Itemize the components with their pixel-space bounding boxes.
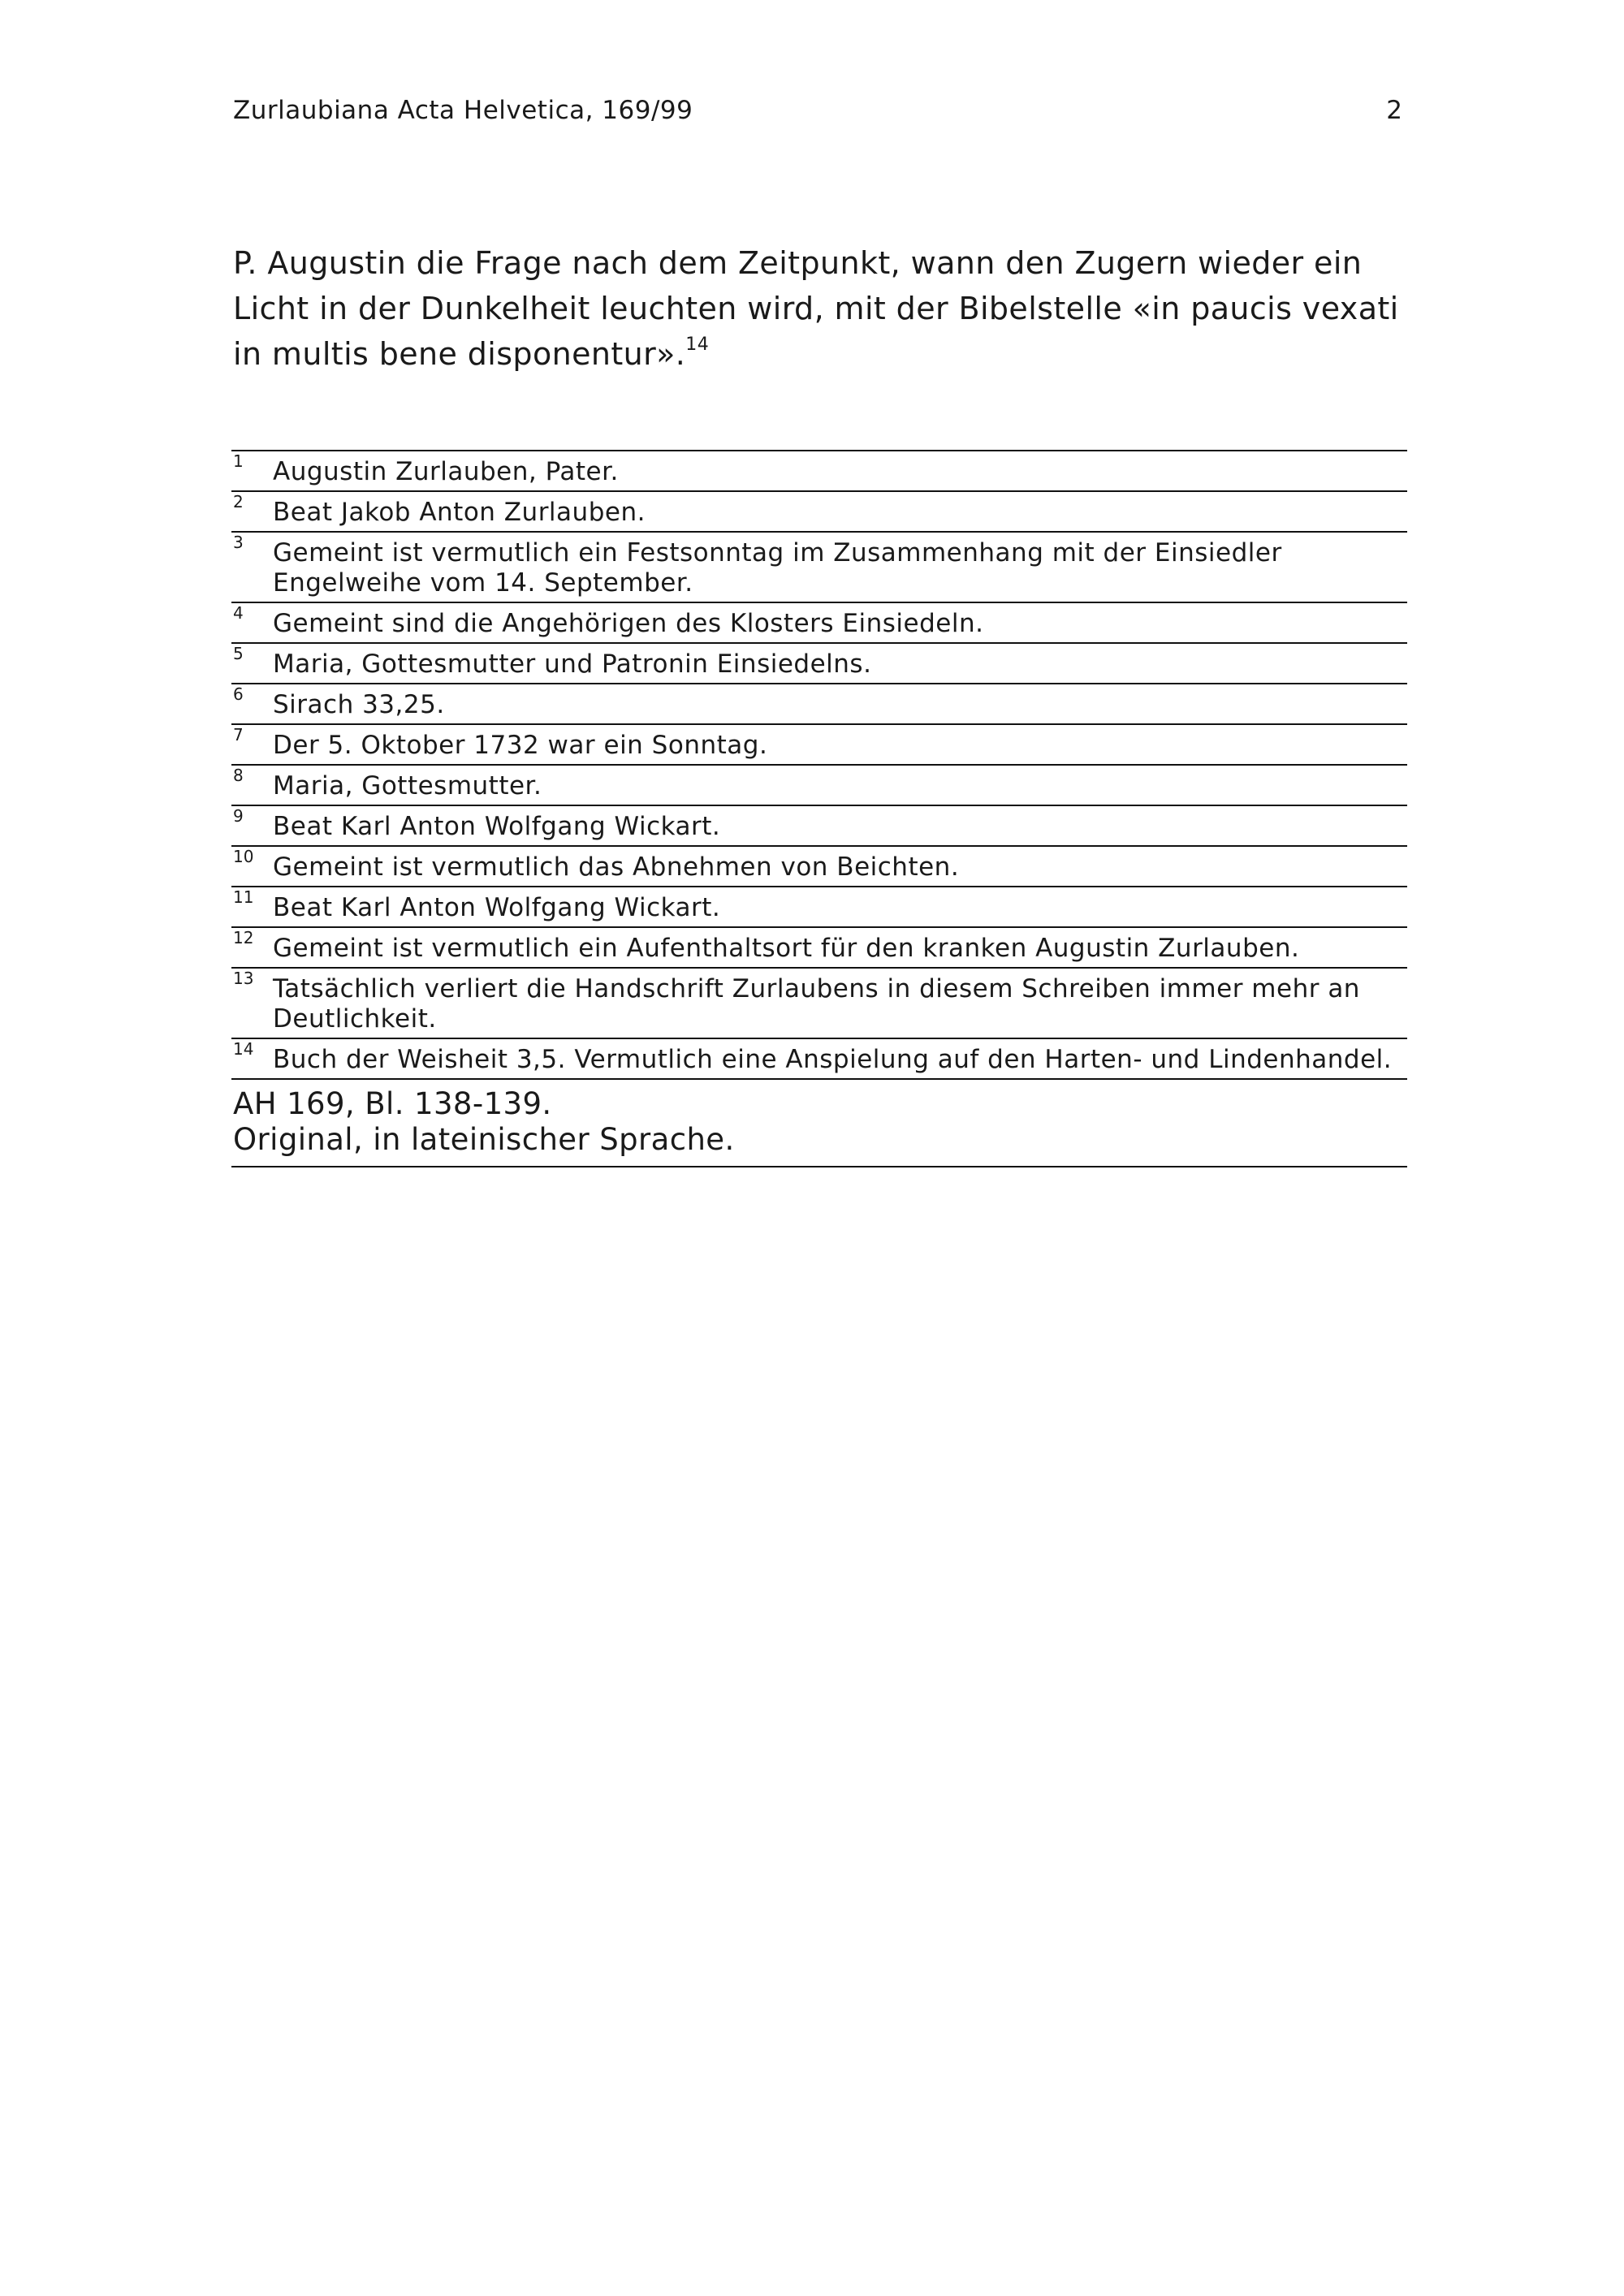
- body-paragraph: [233, 240, 1419, 377]
- footnote-row: [231, 644, 1407, 684]
- footnote-row: [231, 533, 1407, 603]
- footnote-text: Beat Karl Anton Wolfgang Wickart.: [273, 893, 721, 922]
- footnote-number: 4: [233, 603, 244, 623]
- footnote-text: Gemeint sind die Angehörigen des Klosters Einsiedeln.: [273, 609, 984, 638]
- footnote-number: 1: [233, 451, 244, 471]
- footnotes-table: [231, 450, 1407, 1167]
- footnote-row: [231, 969, 1407, 1039]
- footnote-number: 14: [233, 1039, 254, 1059]
- footnote-number: 13: [233, 969, 254, 988]
- footnote-number: 9: [233, 806, 244, 826]
- footnote-text: Gemeint ist vermutlich ein Festsonntag im Zusammenhang mit der Einsiedler Engelweihe vom 14. September.: [273, 538, 1282, 598]
- footnote-number: 6: [233, 684, 244, 704]
- footnote-text: Sirach 33,25.: [273, 690, 445, 719]
- footnote-number: 5: [233, 644, 244, 663]
- source-reference: AH 169, Bl. 138-139.: [233, 1086, 552, 1121]
- body-text: P. Augustin die Frage nach dem Zeitpunkt, wann den Zugern wieder ein Licht in der Dunkelheit leuchten wird, mit der Bibelstelle «in paucis vexati in multis bene disponentur».: [233, 245, 1399, 372]
- footnote-number: 3: [233, 533, 244, 552]
- footnote-row: [231, 806, 1407, 847]
- page-number: 2: [1386, 96, 1402, 125]
- footnote-row: [231, 451, 1407, 492]
- footnote-row: [231, 1039, 1407, 1080]
- footnote-text: Gemeint ist vermutlich das Abnehmen von Beichten.: [273, 852, 960, 882]
- source-citation: [231, 1080, 1407, 1167]
- footnote-row: [231, 725, 1407, 766]
- footnote-text: Gemeint ist vermutlich ein Aufenthaltsort für den kranken Augustin Zurlauben.: [273, 934, 1300, 963]
- footnote-row: [231, 847, 1407, 887]
- footnote-text: Buch der Weisheit 3,5. Vermutlich eine Anspielung auf den Harten- und Lindenhandel.: [273, 1045, 1393, 1074]
- footnote-text: Maria, Gottesmutter.: [273, 771, 542, 801]
- running-title: Zurlaubiana Acta Helvetica, 169/99: [233, 96, 693, 125]
- footnote-text: Augustin Zurlauben, Pater.: [273, 457, 619, 486]
- footnote-number: 12: [233, 928, 254, 947]
- footnote-row: [231, 928, 1407, 969]
- footnote-row: [231, 603, 1407, 644]
- footnote-number: 8: [233, 766, 244, 785]
- footnote-row: [231, 492, 1407, 533]
- footnote-text: Maria, Gottesmutter und Patronin Einsiedelns.: [273, 650, 872, 679]
- source-note: Original, in lateinischer Sprache.: [233, 1122, 735, 1157]
- footnote-text: Beat Jakob Anton Zurlauben.: [273, 498, 646, 527]
- page-header: [233, 96, 1402, 128]
- footnote-text: Tatsächlich verliert die Handschrift Zurlaubens in diesem Schreiben immer mehr an Deutlichkeit.: [273, 974, 1360, 1034]
- footnote-reference: 14: [685, 334, 710, 355]
- footnote-number: 10: [233, 847, 254, 866]
- footnote-row: [231, 766, 1407, 806]
- footnote-number: 11: [233, 887, 254, 907]
- footnote-text: Beat Karl Anton Wolfgang Wickart.: [273, 812, 721, 841]
- footnote-row: [231, 684, 1407, 725]
- footnote-number: 7: [233, 725, 244, 744]
- footnote-number: 2: [233, 492, 244, 511]
- footnote-text: Der 5. Oktober 1732 war ein Sonntag.: [273, 731, 768, 760]
- footnote-row: [231, 887, 1407, 928]
